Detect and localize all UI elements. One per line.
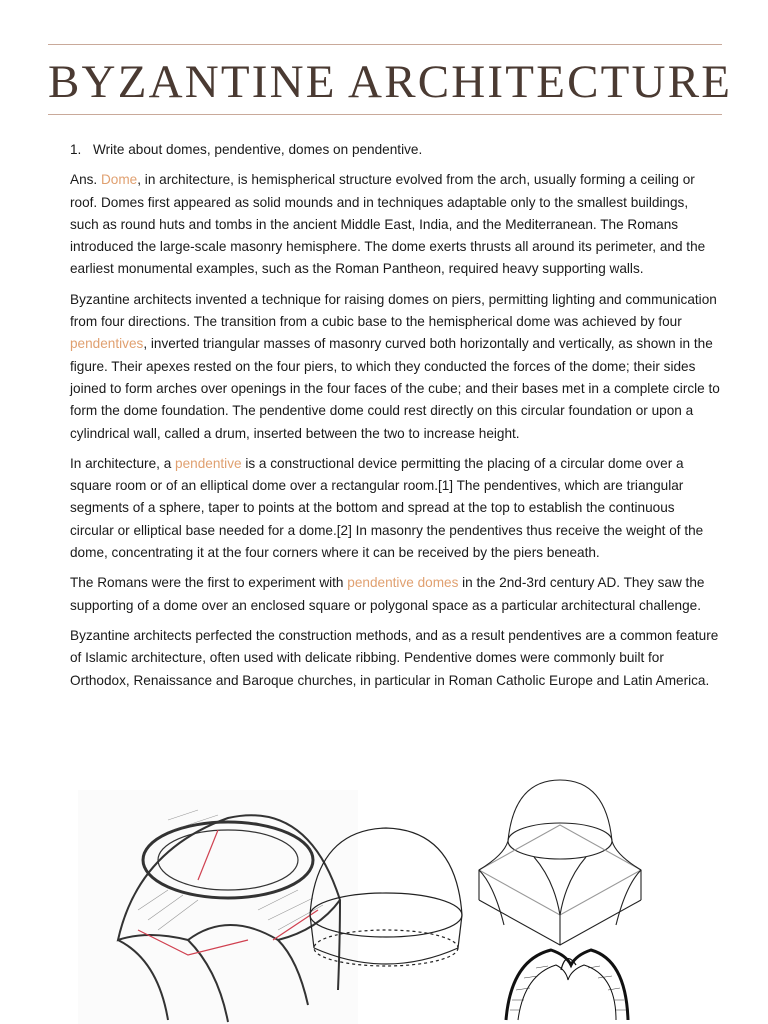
paragraph-dome [70, 169, 720, 280]
pendentive-dome-diagram [474, 775, 646, 950]
bottom-rule [48, 114, 722, 115]
shaded-pendentive-diagram [496, 930, 636, 1024]
paragraph-byzantine-technique [70, 289, 720, 445]
question-item [70, 139, 720, 161]
term-pendentive[interactable]: pendentive [175, 455, 242, 471]
paragraph-text: , inverted triangular masses of masonry curved both horizontally and vertically, as shown in the figure. Their apexes rested on the four piers, to which they conducted the forces of the dome; their sides joined to form arches over openings in the four faces of the cube; and their bases met in a complete circle to form the dome foundation. The pendentive dome could rest directly on this circular foundation or upon a cylindrical wall, called a drum, inserted between the two to increase height. [70, 336, 720, 441]
paragraph-text: Byzantine architects perfected the construction methods, and as a result pendentives are a common feature of Islamic architecture, often used with delicate ribbing. Pendentive domes were commonly built for Orthodox, Renaissance and Baroque churches, in particular in Roman Catholic Europe and Latin America. [70, 627, 719, 688]
paragraph-dome-text: , in architecture, is hemispherical structure evolved from the arch, usually forming a ceiling or roof. Domes first appeared as solid mounds and in techniques adaptable only to the smallest buildings, such as round huts and tombs in the ancient Middle East, India, and the Mediterranean. The Romans introduced the large-scale masonry hemisphere. The dome exerts thrusts all around its perimeter, and the earliest monumental examples, such as the Roman Pantheon, required heavy supporting walls. [70, 172, 706, 277]
paragraph-text: is a constructional device permitting the placing of a circular dome over a square room or of an elliptical dome over a rectangular room.[1] The pendentives, which are triangular segments of a sphere, taper to points at the bottom and spread at the top to establish the continuous circular or elliptical base needed for a dome.[2] In masonry the pendentives thus receive the weight of the dome, concentrating it at the four corners where it can be received by the piers beneath. [70, 455, 704, 561]
paragraph-text: Byzantine architects invented a technique for raising domes on piers, permitting lighting and communication from four directions. The transition from a cubic base to the hemispherical dome was achieved by four [70, 291, 717, 330]
paragraph-text: In architecture, a [70, 455, 176, 471]
answer-lead: Ans. [70, 172, 101, 188]
paragraph-text: in the 2nd-3rd century AD. They saw the supporting of a dome over an enclosed square or polygonal space as a particular architectural challenge. [70, 575, 705, 613]
page-title: BYZANTINE ARCHITECTURE [48, 56, 733, 108]
figures-area [0, 770, 768, 1024]
question-text: Write about domes, pendentive, domes on pendentive. [93, 142, 423, 157]
term-pendentives[interactable]: pendentives [70, 336, 144, 352]
document-body [70, 139, 720, 700]
dome-on-drum-figure [296, 820, 476, 990]
question-number: 1. [70, 142, 82, 157]
term-dome[interactable]: Dome [100, 172, 138, 188]
paragraph-pendentive [70, 453, 720, 564]
term-pendentive-domes[interactable]: pendentive domes [347, 575, 459, 591]
top-rule [48, 44, 722, 45]
paragraph-text: The Romans were the first to experiment with [70, 575, 348, 591]
paragraph-perfected [70, 625, 720, 692]
paragraph-romans [70, 572, 720, 617]
